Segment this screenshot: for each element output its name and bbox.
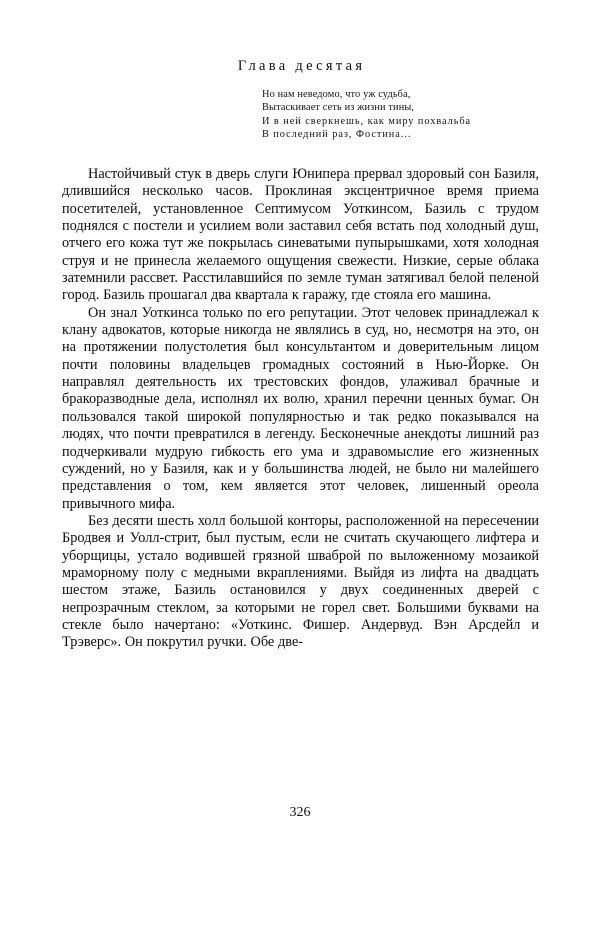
epigraph-line: Вытаскивает сеть из жизни тины, (262, 102, 415, 114)
epigraph-line: И в ней сверкнешь, как миру похвальба (262, 115, 472, 127)
epigraph-line: Но нам неведомо, что уж судьба, (262, 89, 411, 100)
paragraph: Без десяти шесть холл большой конторы, расположенной на пересечении Бродвея и Уолл-стрит, был пустым, если не считать скучающего лифтера и уборщицы, устало водившей грязной шваброй по выложенному мозаикой мраморному полу с медными вкраплениями. Выйдя из лифта на двадцать шестом этаже, Базиль остановился у двух соединенных дверей с непрозрачным стеклом, за которыми не горел свет. Большими буквами на стекле было начертано: «Уоткинс. Фишер. Андервуд. Вэн Арсдейл и Трэверс». Он покрутил ручки. Обе две- (62, 512, 539, 651)
body-text (62, 166, 539, 652)
chapter-heading: Глава десятая (237, 58, 366, 74)
paragraph: Он знал Уоткинса только по его репутации. Этот человек принадлежал к клану адвокатов, которые никогда не являлись в суд, но, несмотря на это, он на протяжении полустолетия был консультантом и доверительным лицом почти половины владельцев громадных состояний в Нью-Йорке. Он направлял деятельность их трестовских фондов, улаживал брачные и бракоразводные дела, исполнял их волю, хранил перечни ценных бумаг. Он пользовался такой широкой популярностью и так редко показывался на людях, что почти превратился в легенду. Бесконечные анекдоты лишний раз подчеркивали мудрую гибкость его ума и здравомыслие его жизненных суждений, но у Базиля, как и у большинства людей, не было ни малейшего представления о том, кем является этот человек, лишенный ореола привычного мифа. (62, 304, 539, 512)
paragraph: Настойчивый стук в дверь слуги Юнипера прервал здоровый сон Базиля, длившийся несколько часов. Проклиная эксцентричное время приема посетителей, установленное Септимусом Уоткинсом, Базиль с трудом поднялся с постели и усилием воли заставил себя встать под холодный душ, отчего его кожа тут же покрылась синеватыми пупырышками, хотя холодная струя и не принесла желаемого ощущения свежести. Низкие, серые облака затемнили рассвет. Расстилавшийся по земле туман затягивал белой пеленой город. Базиль прошагал два квартала к гаражу, где стояла его машина. (62, 166, 539, 304)
epigraph (262, 88, 540, 141)
page-number: 326 (289, 805, 311, 820)
epigraph-line: В последний раз, Фостина... (262, 128, 412, 140)
